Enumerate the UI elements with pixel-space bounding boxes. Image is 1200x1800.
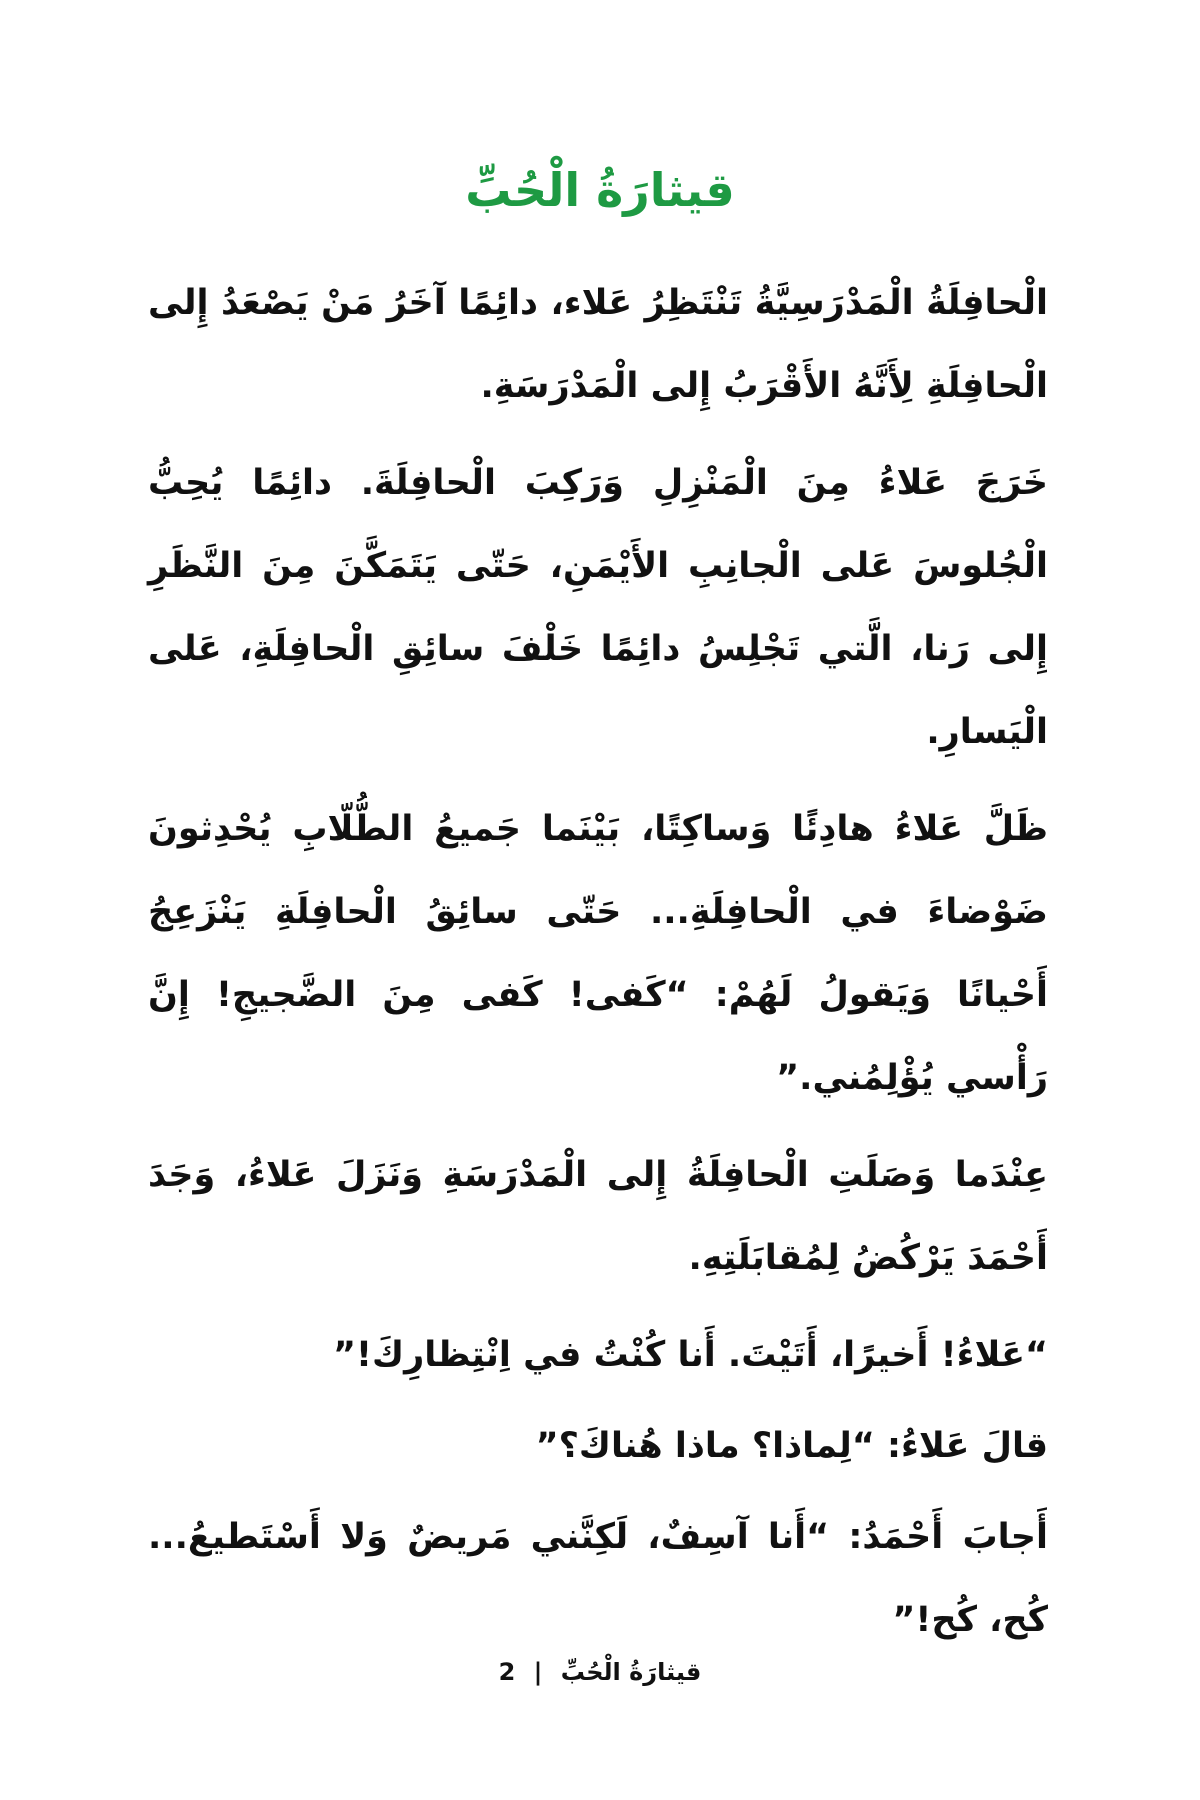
footer-book-title: قيثارَةُ الْحُبِّ [560, 1658, 702, 1686]
paragraph-6: قالَ عَلاءُ: “لِماذا؟ ماذا هُناكَ؟” [535, 1426, 1048, 1466]
page-number: 2 [498, 1658, 516, 1686]
story-text [148, 262, 1048, 1676]
paragraph-3: ظَلَّ عَلاءُ هادِئًا وَساكِتًا، بَيْنَما جَميعُ الطُّلّابِ يُحْدِثونَ ضَوْضاءَ في الْحافِلَةِ... حَتّى سائِقُ الْحافِلَةِ يَنْزَعِجُ أَحْيانًا وَيَقولُ لَهُمْ: “كَفى! كَفى مِنَ الضَّجيجِ! إِنَّ رَأْسي يُؤْلِمُني.” [148, 809, 1048, 1098]
paragraph-5: “عَلاءُ! أَخيرًا، أَتَيْتَ. أَنا كُنْتُ في اِنْتِظارِكَ!” [333, 1335, 1048, 1375]
page-title: قيثارَةُ الْحُبِّ [465, 163, 735, 217]
paragraph-2: خَرَجَ عَلاءُ مِنَ الْمَنْزِلِ وَرَكِبَ الْحافِلَةَ. دائِمًا يُحِبُّ الْجُلوسَ عَلى الْجانِبِ الأَيْمَنِ، حَتّى يَتَمَكَّنَ مِنَ النَّظَرِ إِلى رَنا، الَّتي تَجْلِسُ دائِمًا خَلْفَ سائِقِ الْحافِلَةِ، عَلى الْيَسارِ. [148, 463, 1048, 752]
paragraph-7: أَجابَ أَحْمَدُ: “أَنا آسِفٌ، لَكِنَّني مَريضٌ وَلا أَسْتَطيعُ... كُح، كُح!” [148, 1517, 1048, 1640]
paragraph-1: الْحافِلَةُ الْمَدْرَسِيَّةُ تَنْتَظِرُ عَلاء، دائِمًا آخَرُ مَنْ يَصْعَدُ إِلى الْحافِلَةِ لِأَنَّهُ الأَقْرَبُ إِلى الْمَدْرَسَةِ. [148, 283, 1048, 406]
page-footer [0, 1652, 1200, 1692]
paragraph-4: عِنْدَما وَصَلَتِ الْحافِلَةُ إِلى الْمَدْرَسَةِ وَنَزَلَ عَلاءُ، وَجَدَ أَحْمَدَ يَرْكُضُ لِمُقابَلَتِهِ. [148, 1155, 1048, 1278]
footer-separator: | [533, 1658, 543, 1686]
